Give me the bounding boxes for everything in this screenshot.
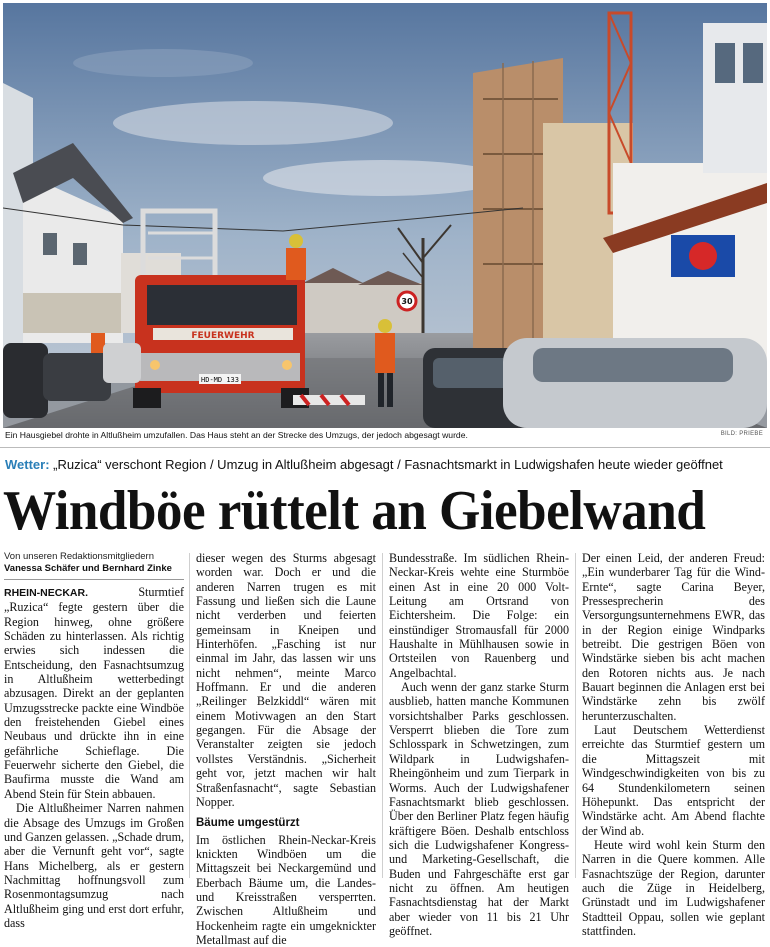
paragraph: Auch wenn der ganz starke Sturm ausblieb, hatten manche Kommunen vorsichtshalber Parks geschlossen. Versperrt blieben die Tore zum Schlosspark in Schwetzingen, zum Wildpark in Ludwigshafen-Rheingönheim und zum Tierpark in Worms. Auch der Ludwigshafener Fasnachtsmarkt blieb geschlossen. Über den Berliner Platz fegen häufig kräftigere Böen. Deshalb entschloss sich die Ludwigshafener Kongress- und Marketing-Gesellschaft, die Buden und Fahrgeschäfte erst gar nicht zu öffnen. Am heutigen Fasnachtsdienstag hat der Markt aber wieder von 11 bis 21 Uhr geöffnet. bbox=[389, 680, 569, 938]
speed-sign: 30 bbox=[401, 297, 413, 306]
headline: Windböe rüttelt an Giebelwand bbox=[3, 480, 706, 542]
paragraph: Bundesstraße. Im südlichen Rhein-Neckar-Kreis wehte eine Sturmböe einen Ast in eine 20 000 Volt-Leitung am Ortsrand von Eichtersheim. Die Folge: ein einstündiger Stromausfall für 2000 Haushalte in Mühlhausen sowie in Ortsteilen von Rauenberg und Angelbachtal. bbox=[389, 551, 569, 680]
paragraph: Im östlichen Rhein-Neckar-Kreis knickten Windböen um die Mittagszeit bei Neckargemünd und Eberbach Bäume um, die Landes- und Kreisstraßen versperrten. Zwischen Altlußheim und Hockenheim ragte ein umgeknickter Metallmast auf die bbox=[196, 832, 376, 947]
kicker-text: „Ruzica“ verschont Region / Umzug in Altlußheim abgesagt / Fasnachtsmarkt in Ludwigshafen heute wieder geöffnet bbox=[53, 457, 723, 472]
lead-paragraph: RHEIN-NECKAR. Sturmtief „Ruzica“ fegte gestern über die Region hinweg, ohne größere Schäden zu hinterlassen. Als richtig erwies sich indessen die Entscheidung, den Fasnachtsumzug in Altlußheim wetterbedingt abzusagen. Direkt an der geplanten Umzugsstrecke packte eine Windböe den freistehenden Giebel eines Neubaus und drückte ihn in eine gefährliche Schieflage. Die Feuerwehr sicherte den Giebel, die Baufirma musste die Wand am Abend Stein für Stein abbauen. bbox=[4, 585, 184, 801]
paragraph: Die Altlußheimer Narren nahmen die Absage des Umzugs im Großen und Ganzen gelassen. „Schade drum, aber die Vernunft geht vor“, sagte Hans Michelberg, als er gestern Nachmittag hoffnungsvoll zum Rosenmontagsumzug nach Altlußheim ging und erst dort erfuhr, dass bbox=[4, 801, 185, 930]
article-photo bbox=[3, 3, 767, 428]
article-column-3 bbox=[389, 551, 569, 938]
paragraph: Laut Deutschem Wetterdienst erreichte das Sturmtief gestern um die Mittagszeit mit Windgeschwindigkeiten von bis zu 64 Stundenkilometern seinen Höhepunkt. Das entspricht der Windstärke acht. Am Abend flachte der Wind ab. bbox=[582, 723, 765, 838]
caption-row bbox=[5, 430, 765, 444]
truck-label: FEUERWEHR bbox=[191, 331, 255, 341]
truck-plate: HD-MD 133 bbox=[201, 376, 239, 384]
divider bbox=[0, 447, 770, 448]
byline-prefix: Von unseren Redaktionsmitgliedern bbox=[4, 551, 154, 562]
column-rule bbox=[382, 553, 383, 878]
article-column-2 bbox=[196, 551, 376, 947]
photo-caption: Ein Hausgiebel drohte in Altlußheim umzufallen. Das Haus steht an der Strecke des Umzugs, der jedoch abgesagt wurde. bbox=[5, 430, 468, 440]
column-rule bbox=[575, 553, 576, 878]
kicker-label: Wetter: bbox=[5, 457, 50, 472]
byline-authors: Vanessa Schäfer und Bernhard Zinke bbox=[4, 563, 172, 574]
article-column-1 bbox=[4, 551, 184, 930]
paragraph: dieser wegen des Sturms abgesagt worden war. Doch er und die anderen Narren trugen es mit Fassung und ließen sich die Laune nicht verderben und feierten gemeinsam in Kneipen und Hinterhöfen. „Fasching ist nur einmal im Jahr, das lassen wir uns nicht nehmen“, meinte Marco Hoffmann. Er und die anderen „Reilinger Belzkiddl“ wären mit einem Motivwagen an den Start gegangen. Für die Absage der Veranstalter zeigten sie jedoch vollstes Verständnis. „Sicherheit geht vor, jetzt machen wir halt Straßenfasnacht“, sagte Sebastian Nopper. bbox=[196, 551, 376, 809]
article-column-4 bbox=[582, 551, 765, 938]
photo-credit: BILD: PRIEBE bbox=[720, 431, 763, 437]
dateline: RHEIN-NECKAR. bbox=[4, 587, 88, 599]
paragraph: Der einen Leid, der anderen Freud: „Ein wunderbarer Tag für die Wind-Ernte“, sagte Carina Beyer, Pressesprecherin des Versorgungsunternehmens EWR, das in der Region einige Windparks betreibt. Die gestrigen Böen von Windstärke sieben bis acht machen den Rotoren nichts aus. Je nach Bauart beginnen die Anlagen erst bei Windstärke zehn bis zwölf herunterzuschalten. bbox=[582, 551, 765, 723]
article-body bbox=[0, 551, 770, 947]
kicker bbox=[5, 457, 723, 472]
paragraph: Heute wird wohl kein Sturm den Narren in die Quere kommen. Alle Fasnachtszüge der Region, darunter auch die Züge in Heidelberg, Grünstadt und im Ludwigshafener Stadtteil Oppau, sollen wie geplant stattfinden. bbox=[582, 837, 765, 938]
byline-divider bbox=[4, 579, 184, 580]
column-rule bbox=[189, 553, 190, 878]
subheading: Bäume umgestürzt bbox=[196, 817, 300, 830]
